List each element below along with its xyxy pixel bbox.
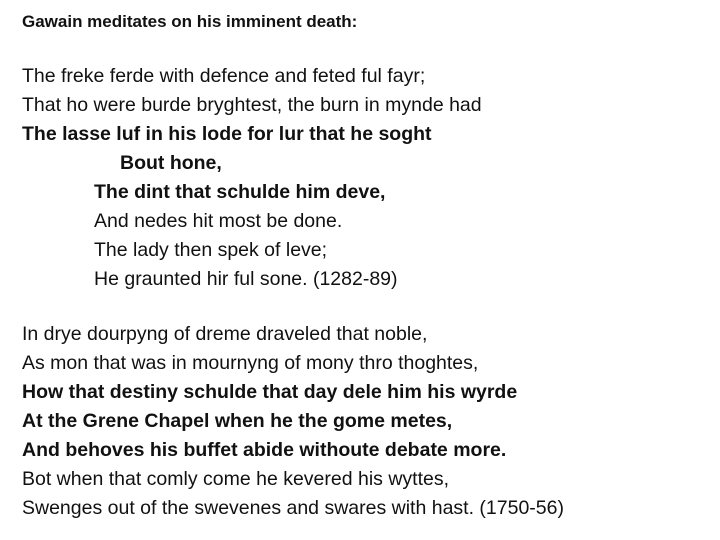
stanza-two	[22, 320, 564, 523]
slide-heading: Gawain meditates on his imminent death:	[22, 12, 358, 31]
stanza-two-line: Bot when that comly come he kevered his wyttes,	[22, 468, 450, 490]
stanza-one-bob-line: Bout hone,	[120, 152, 222, 174]
stanza-one-wheel-line: The lady then spek of leve;	[94, 239, 328, 261]
stanza-one-wheel-line-emphasized: The dint that schulde him deve,	[94, 181, 386, 203]
stanza-one-line: That ho were burde bryghtest, the burn in mynde had	[22, 94, 482, 116]
stanza-one-line: The freke ferde with defence and feted ful fayr;	[22, 65, 426, 87]
stanza-two-line-emphasized: At the Grene Chapel when he the gome metes,	[22, 410, 453, 432]
stanza-one	[22, 62, 482, 294]
stanza-one-wheel-line: And nedes hit most be done.	[94, 210, 343, 232]
stanza-one-wheel-line-citation: He graunted hir ful sone. (1282-89)	[94, 268, 398, 290]
stanza-two-line: In drye dourpyng of dreme draveled that noble,	[22, 323, 428, 345]
stanza-two-line-citation: Swenges out of the swevenes and swares with hast. (1750-56)	[22, 497, 564, 519]
stanza-two-line-emphasized: How that destiny schulde that day dele him his wyrde	[22, 381, 518, 403]
stanza-two-line: As mon that was in mournyng of mony thro thoghtes,	[22, 352, 479, 374]
stanza-two-line-emphasized: And behoves his buffet abide withoute debate more.	[22, 439, 507, 461]
stanza-one-line-emphasized: The lasse luf in his lode for lur that he soght	[22, 123, 432, 145]
